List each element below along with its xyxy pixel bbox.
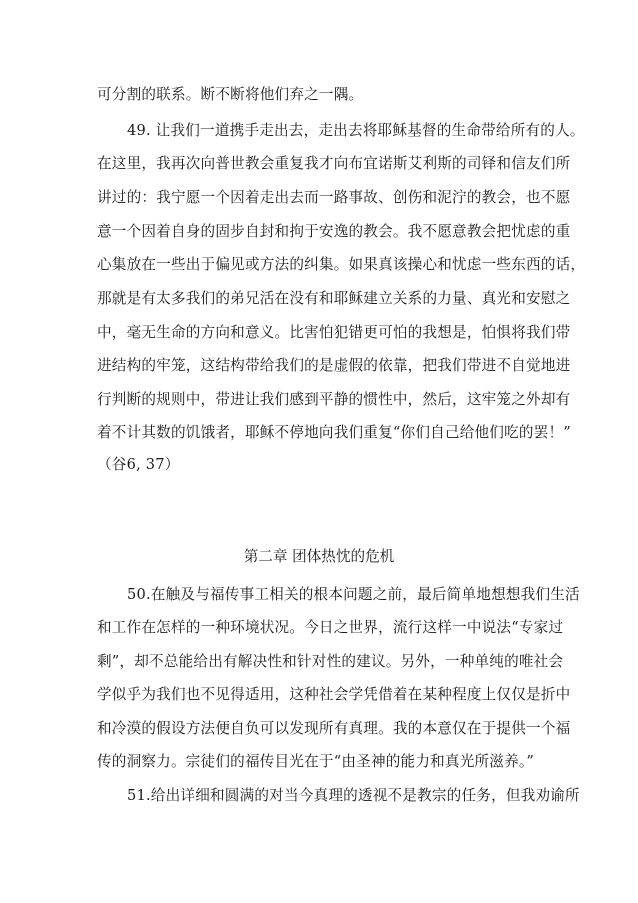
paragraph-line: 进结构的牢笼，这结构带给我们的是虚假的依靠，把我们带进不自觉地进 — [97, 357, 571, 374]
paragraph-line: 50.在触及与福传事工相关的根本问题之前，最后简单地想想我们生活 — [127, 586, 580, 603]
paragraph-line: 讲过的：我宁愿一个因着走出去而一路事故、创伤和泥泞的教会，也不愿 — [97, 189, 571, 206]
paragraph-line: 和工作在怎样的一种环境状况。今日之世界，流行这样一中说法“专家过 — [97, 619, 564, 636]
paragraph-line: 和冷漠的假设方法便自负可以发现所有真理。我的本意仅在于提供一个福 — [97, 720, 571, 737]
paragraph-line: 49. 让我们一道携手走出去，走出去将耶稣基督的生命带给所有的人。 — [127, 122, 585, 139]
paragraph-line: 传的洞察力。宗徒们的福传目光在于“由圣神的能力和真光所滋养。” — [97, 753, 535, 770]
paragraph-line: 意一个因着自身的固步自封和拘于安逸的教会。我不愿意教会把忧虑的重 — [97, 223, 571, 240]
paragraph-line: 学似乎为我们也不见得适用，这种社会学凭借着在某种程度上仅仅是折中 — [97, 686, 571, 703]
paragraph-line: 行判断的规则中，带进让我们感到平静的惯性中，然后，这牢笼之外却有 — [97, 391, 571, 408]
paragraph-line: 心集放在一些出于偏见或方法的纠集。如果真该操心和忧虑一些东西的话， — [97, 256, 586, 273]
paragraph-line: 51.给出详细和圆满的对当今真理的透视不是教宗的任务，但我劝谕所 — [127, 787, 580, 804]
paragraph-line: 那就是有太多我们的弟兄活在没有和耶稣建立关系的力量、真光和安慰之 — [97, 290, 571, 307]
chapter-title: 第二章 团体热忱的危机 — [243, 548, 395, 565]
citation: （谷6, 37） — [97, 456, 180, 473]
paragraph-line: 在这里，我再次向普世教会重复我才向布宜诺斯艾利斯的司铎和信友们所 — [97, 155, 571, 172]
paragraph-line: 可分割的联系。断不断将他们弃之一隅。 — [97, 86, 364, 103]
paragraph-line: 着不计其数的饥饿者，耶稣不停地向我们重复“你们自己给他们吃的罢！” — [97, 424, 571, 441]
paragraph-line: 中，毫无生命的方向和意义。比害怕犯错更可怕的我想是，怕惧将我们带 — [97, 324, 571, 341]
paragraph-line: 剩”，却不总能给出有解决性和针对性的建议。另外，一种单纯的唯社会 — [97, 653, 564, 670]
